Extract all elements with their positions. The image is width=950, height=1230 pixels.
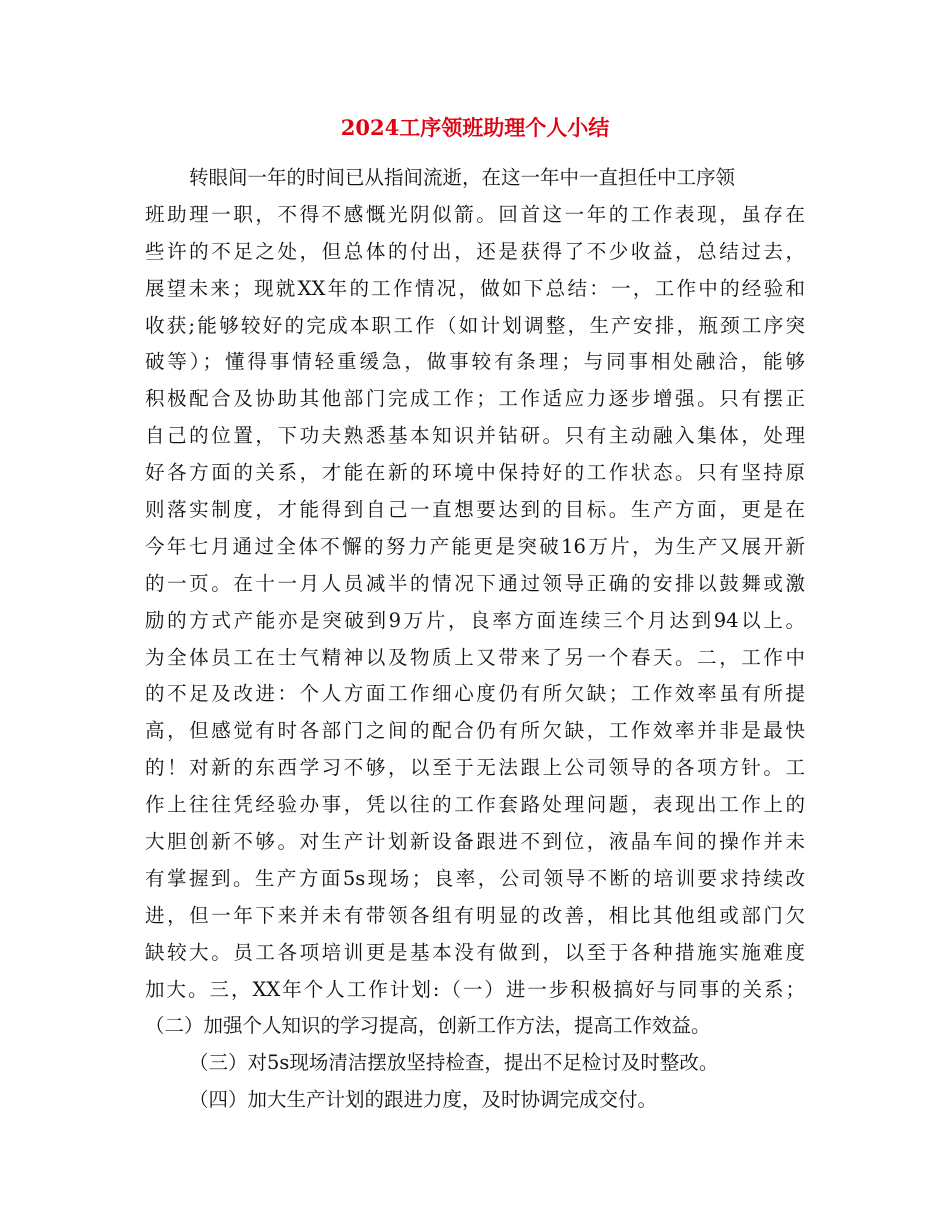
body-line: 自己的位置，下功夫熟悉基本知识并钻研。只有主动融入集体，处理 [145,424,805,448]
document-title: 2024工序领班助理个人小结 [340,115,610,140]
body-line: （三）对5s现场清洁摆放坚持检查，提出不足检讨及时整改。 [189,1051,719,1075]
body-line: 好各方面的关系，才能在新的环境中保持好的工作状态。只有坚持原 [145,461,805,485]
body-line: 为全体员工在士气精神以及物质上又带来了另一个春天。二，工作中 [145,645,805,669]
document-body [145,160,805,1119]
body-line: 则落实制度，才能得到自己一直想要达到的目标。生产方面，更是在 [145,498,805,522]
body-line: 转眼间一年的时间已从指间流逝，在这一年中一直担任中工序领 [189,166,736,189]
body-line: （四）加大生产计划的跟进力度，及时协调完成交付。 [189,1088,658,1112]
body-line: 有掌握到。生产方面5s现场；良率，公司领导不断的培训要求持续改 [145,866,805,890]
body-line: 些许的不足之处，但总体的付出，还是获得了不少收益，总结过去， [145,239,805,263]
body-line: 的一页。在十一月人员减半的情况下通过领导正确的安排以鼓舞或激 [145,571,805,595]
body-line: 展望未来；现就XX年的工作情况，做如下总结：一，工作中的经验和 [145,276,805,300]
body-line: 积极配合及协助其他部门完成工作；工作适应力逐步增强。只有摆正 [145,387,805,411]
body-line: 大胆创新不够。对生产计划新设备跟进不到位，液晶车间的操作并未 [145,830,805,854]
body-line: 收获;能够较好的完成本职工作（如计划调整，生产安排，瓶颈工序突 [145,313,805,337]
body-line: 进，但一年下来并未有带领各组有明显的改善，相比其他组或部门欠 [145,903,805,927]
body-line: 破等）；懂得事情轻重缓急，做事较有条理；与同事相处融洽，能够 [145,350,805,374]
body-line: 作上往往凭经验办事，凭以往的工作套路处理问题，表现出工作上的 [145,793,805,817]
body-line: 高，但感觉有时各部门之间的配合仍有所欠缺，工作效率并非是最快 [145,719,805,743]
body-line: 励的方式产能亦是突破到9万片，良率方面连续三个月达到94以上。 [145,608,805,632]
body-line: （二）加强个人知识的学习提高，创新工作方法，提高工作效益。 [145,1014,711,1038]
body-line: 今年七月通过全体不懈的努力产能更是突破16万片，为生产又展开新 [145,534,805,558]
body-line: 缺较大。员工各项培训更是基本没有做到，以至于各种措施实施难度 [145,940,805,964]
body-line: 班助理一职，不得不感慨光阴似箭。回首这一年的工作表现，虽存在 [145,202,805,226]
body-line: 的！对新的东西学习不够，以至于无法跟上公司领导的各项方针。工 [145,756,805,780]
body-line: 加大。三，XX年个人工作计划:（一）进一步积极搞好与同事的关系； [145,977,805,1001]
body-line: 的不足及改进：个人方面工作细心度仍有所欠缺；工作效率虽有所提 [145,682,805,706]
